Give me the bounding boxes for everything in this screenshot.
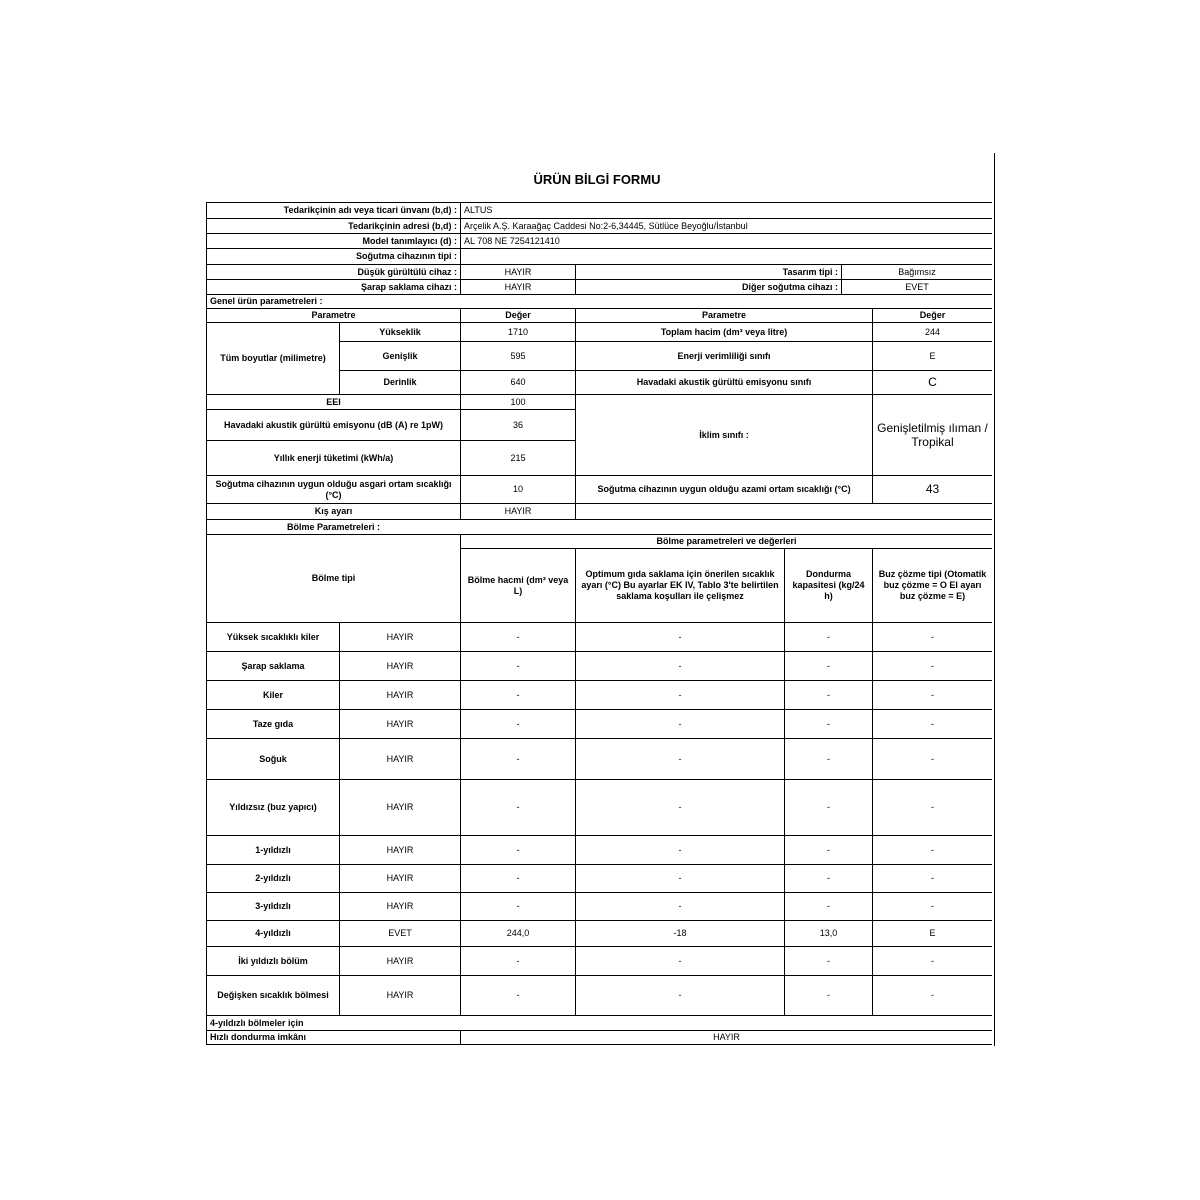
four-star-section-label: 4-yıldızlı bölmeler için — [207, 1016, 993, 1031]
height-label: Yükseklik — [340, 323, 461, 342]
compartment-temp: - — [576, 865, 785, 893]
compartment-row — [207, 739, 993, 780]
compartment-volume: - — [461, 976, 576, 1016]
climate-class-label: İklim sınıfı : — [576, 395, 873, 476]
compartment-temp: - — [576, 710, 785, 739]
compartment-freeze: 13,0 — [785, 921, 873, 947]
max-temp-value: 43 — [873, 476, 992, 504]
compartment-row — [207, 893, 993, 921]
low-noise-label: Düşük gürültülü cihaz : — [207, 265, 461, 280]
annual-energy-value: 215 — [461, 441, 576, 476]
compartment-row — [207, 710, 993, 739]
height-row — [207, 323, 993, 342]
max-temp-label: Soğutma cihazının uygun olduğu azami ortam sıcaklığı (°C) — [576, 476, 873, 504]
compartment-row — [207, 976, 993, 1016]
compartment-volume: - — [461, 836, 576, 865]
general-section-row — [207, 295, 993, 309]
width-value: 595 — [461, 342, 576, 371]
wine-label: Şarap saklama cihazı : — [207, 280, 461, 295]
compartment-name: İki yıldızlı bölüm — [207, 947, 340, 976]
compartment-volume: - — [461, 947, 576, 976]
general-section-label: Genel ürün parametreleri : — [207, 295, 993, 309]
wine-value: HAYIR — [461, 280, 576, 295]
supplier-name-value: ALTUS — [461, 203, 992, 219]
compartment-volume: - — [461, 780, 576, 836]
annual-energy-label: Yıllık enerji tüketimi (kWh/a) — [207, 441, 461, 476]
compartment-present: HAYIR — [340, 947, 461, 976]
noise-value: 36 — [461, 410, 576, 441]
compartment-freeze: - — [785, 893, 873, 921]
ambient-temp-row — [207, 476, 993, 504]
min-temp-label: Soğutma cihazının uygun olduğu asgari ortam sıcaklığı (°C) — [207, 476, 461, 504]
compartment-row — [207, 652, 993, 681]
total-volume-value: 244 — [873, 323, 992, 342]
compartment-freeze: - — [785, 836, 873, 865]
compartment-temp: - — [576, 947, 785, 976]
volume-header: Bölme hacmi (dm³ veya L) — [461, 549, 576, 623]
low-noise-row — [207, 265, 993, 280]
eei-row — [207, 395, 993, 410]
compartment-freeze: - — [785, 623, 873, 652]
page-right-border — [994, 153, 995, 1046]
compartment-temp: - — [576, 893, 785, 921]
compartment-params-header: Bölme parametreleri ve değerleri — [461, 535, 992, 549]
other-appliance-value: EVET — [842, 280, 992, 295]
freeze-header: Dondurma kapasitesi (kg/24 h) — [785, 549, 873, 623]
compartment-present: HAYIR — [340, 976, 461, 1016]
compartment-row — [207, 921, 993, 947]
fast-freeze-row — [207, 1031, 993, 1045]
compartment-row — [207, 780, 993, 836]
compartment-defrost: - — [873, 893, 992, 921]
winter-value: HAYIR — [461, 504, 576, 520]
compartment-section-row — [207, 520, 993, 535]
page-title: ÜRÜN BİLGİ FORMU — [533, 172, 661, 187]
min-temp-value: 10 — [461, 476, 576, 504]
low-noise-value: HAYIR — [461, 265, 576, 280]
compartment-name: 3-yıldızlı — [207, 893, 340, 921]
compartment-name: Değişken sıcaklık bölmesi — [207, 976, 340, 1016]
compartment-defrost: - — [873, 652, 992, 681]
eei-value: 100 — [461, 395, 576, 410]
compartment-temp: - — [576, 780, 785, 836]
compartment-volume: - — [461, 652, 576, 681]
compartment-name: 4-yıldızlı — [207, 921, 340, 947]
compartment-defrost: - — [873, 681, 992, 710]
compartment-present: HAYIR — [340, 710, 461, 739]
compartment-freeze: - — [785, 710, 873, 739]
compartment-defrost: - — [873, 780, 992, 836]
compartment-name: 2-yıldızlı — [207, 865, 340, 893]
compartment-name: Soğuk — [207, 739, 340, 780]
model-label: Model tanımlayıcı (d) : — [207, 234, 461, 249]
temp-header: Optimum gıda saklama için önerilen sıcaklık ayarı (°C) Bu ayarlar EK IV, Tablo 3'te belirtilen saklama koşulları ile çelişmez — [576, 549, 785, 623]
compartment-present: HAYIR — [340, 893, 461, 921]
winter-row — [207, 504, 993, 520]
winter-empty — [576, 504, 992, 520]
width-label: Genişlik — [340, 342, 461, 371]
compartment-row — [207, 836, 993, 865]
depth-label: Derinlik — [340, 371, 461, 395]
appliance-type-label: Soğutma cihazının tipi : — [207, 249, 461, 265]
compartment-present: HAYIR — [340, 865, 461, 893]
appliance-type-value — [461, 249, 992, 265]
supplier-address-row — [207, 219, 993, 234]
compartment-header-row-1 — [207, 535, 993, 549]
compartment-defrost: - — [873, 623, 992, 652]
compartment-freeze: - — [785, 865, 873, 893]
compartment-temp: - — [576, 681, 785, 710]
compartment-row — [207, 681, 993, 710]
product-info-sheet — [206, 202, 992, 1046]
compartment-present: HAYIR — [340, 780, 461, 836]
compartment-present: HAYIR — [340, 652, 461, 681]
model-value: AL 708 NE 7254121410 — [461, 234, 992, 249]
supplier-name-row — [207, 203, 993, 219]
height-value: 1710 — [461, 323, 576, 342]
design-type-value: Bağımsız — [842, 265, 992, 280]
model-row — [207, 234, 993, 249]
fast-freeze-value: HAYIR — [461, 1031, 992, 1045]
compartment-freeze: - — [785, 652, 873, 681]
compartment-temp: - — [576, 652, 785, 681]
compartment-freeze: - — [785, 739, 873, 780]
compartment-type-header: Bölme tipi — [207, 535, 461, 623]
compartment-row — [207, 623, 993, 652]
compartment-name: Yıldızsız (buz yapıcı) — [207, 780, 340, 836]
value-header-right: Değer — [873, 309, 992, 323]
compartment-present: HAYIR — [340, 836, 461, 865]
compartment-defrost: - — [873, 947, 992, 976]
compartment-name: Şarap saklama — [207, 652, 340, 681]
compartment-section-label: Bölme Parametreleri : — [207, 520, 993, 535]
four-star-section-row — [207, 1016, 993, 1031]
compartment-volume: 244,0 — [461, 921, 576, 947]
design-type-label: Tasarım tipi : — [576, 265, 842, 280]
compartment-freeze: - — [785, 681, 873, 710]
compartment-name: Yüksek sıcaklıklı kiler — [207, 623, 340, 652]
compartment-volume: - — [461, 710, 576, 739]
compartment-defrost: - — [873, 865, 992, 893]
param-header-right: Parametre — [576, 309, 873, 323]
compartment-defrost: - — [873, 710, 992, 739]
supplier-address-label: Tedarikçinin adresi (b,d) : — [207, 219, 461, 234]
compartment-volume: - — [461, 623, 576, 652]
compartment-defrost: - — [873, 976, 992, 1016]
noise-label: Havadaki akustik gürültü emisyonu (dB (A) re 1pW) — [207, 410, 461, 441]
noise-class-value: C — [873, 371, 992, 395]
product-info-table — [206, 202, 992, 1045]
compartment-freeze: - — [785, 780, 873, 836]
general-header-row — [207, 309, 993, 323]
compartment-present: HAYIR — [340, 623, 461, 652]
total-volume-label: Toplam hacim (dm³ veya litre) — [576, 323, 873, 342]
compartment-defrost: - — [873, 739, 992, 780]
compartment-freeze: - — [785, 976, 873, 1016]
compartment-temp: - — [576, 623, 785, 652]
compartment-present: HAYIR — [340, 681, 461, 710]
compartment-present: HAYIR — [340, 739, 461, 780]
compartment-temp: - — [576, 976, 785, 1016]
compartment-volume: - — [461, 739, 576, 780]
dimensions-label: Tüm boyutlar (milimetre) — [207, 323, 340, 395]
compartment-temp: - — [576, 836, 785, 865]
eei-label: EEI — [207, 395, 461, 410]
compartment-volume: - — [461, 681, 576, 710]
winter-label: Kış ayarı — [207, 504, 461, 520]
noise-class-label: Havadaki akustik gürültü emisyonu sınıfı — [576, 371, 873, 395]
compartment-row — [207, 947, 993, 976]
energy-class-label: Enerji verimliliği sınıfı — [576, 342, 873, 371]
value-header-left: Değer — [461, 309, 576, 323]
compartment-temp: -18 — [576, 921, 785, 947]
compartment-volume: - — [461, 865, 576, 893]
energy-class-value: E — [873, 342, 992, 371]
climate-class-value: Genişletilmiş ılıman / Tropikal — [873, 395, 992, 476]
appliance-type-row — [207, 249, 993, 265]
compartment-name: Taze gıda — [207, 710, 340, 739]
compartment-name: Kiler — [207, 681, 340, 710]
supplier-name-label: Tedarikçinin adı veya ticari ünvanı (b,d) : — [207, 203, 461, 219]
supplier-address-value: Arçelik A.Ş. Karaağaç Caddesi No:2-6,34445, Sütlüce Beyoğlu/İstanbul — [461, 219, 992, 234]
param-header-left: Parametre — [207, 309, 461, 323]
compartment-volume: - — [461, 893, 576, 921]
depth-value: 640 — [461, 371, 576, 395]
compartment-freeze: - — [785, 947, 873, 976]
compartment-defrost: E — [873, 921, 992, 947]
compartment-name: 1-yıldızlı — [207, 836, 340, 865]
compartment-present: EVET — [340, 921, 461, 947]
wine-row — [207, 280, 993, 295]
defrost-header: Buz çözme tipi (Otomatik buz çözme = O El ayarı buz çözme = E) — [873, 549, 992, 623]
compartment-row — [207, 865, 993, 893]
fast-freeze-label: Hızlı dondurma imkânı — [207, 1031, 461, 1045]
other-appliance-label: Diğer soğutma cihazı : — [576, 280, 842, 295]
compartment-temp: - — [576, 739, 785, 780]
compartment-defrost: - — [873, 836, 992, 865]
